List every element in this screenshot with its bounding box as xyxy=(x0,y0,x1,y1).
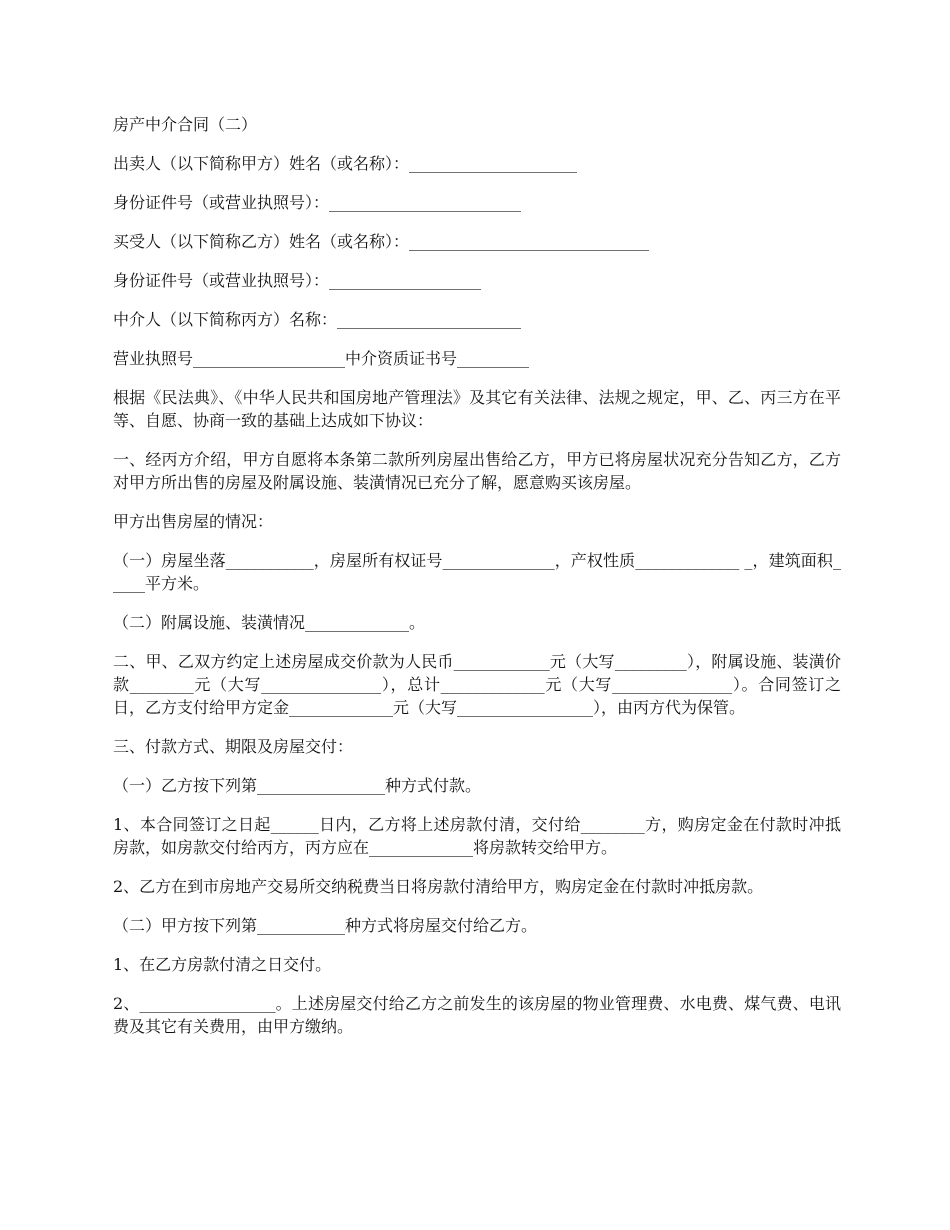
clause-3-heading: 三、付款方式、期限及房屋交付： xyxy=(113,737,354,756)
property-heading: 甲方出售房屋的情况： xyxy=(113,512,274,531)
seller-id-line: 身份证件号（或营业执照号）：________________________ xyxy=(113,193,522,212)
payment-option-1: 1、本合同签订之日起______日内，乙方将上述房款付清，交付给________方，购房定金在付款时冲抵房款，如房款交付给丙方，丙方应在_____________将房款转交给甲方。 xyxy=(113,815,841,857)
payment-option-2: 2、乙方在到市房地产交易所交纳税费当日将房款付清给甲方，购房定金在付款时冲抵房款。 xyxy=(113,877,764,896)
facilities-line: （二）附属设施、装潢情况_____________。 xyxy=(113,613,426,632)
document-title: 房产中介合同（二） xyxy=(113,115,258,134)
delivery-option-2: 2、_________________。上述房屋交付给乙方之前发生的该房屋的物业管理费、水电费、煤气费、电讯费及其它有关费用，由甲方缴纳。 xyxy=(113,994,841,1036)
agent-license-line: 营业执照号___________________中介资质证书号_________ xyxy=(113,349,530,368)
preamble-paragraph: 根据《民法典》、《中华人民共和国房地产管理法》及其它有关法律、法规之规定，甲、乙、丙三方在平等、自愿、协商一致的基础上达成如下协议： xyxy=(113,388,841,430)
property-details: （一）房屋坐落___________，房屋所有权证号______________，产权性质_____________ _，建筑面积_____平方米。 xyxy=(113,551,841,593)
clause-1: 一、经丙方介绍，甲方自愿将本条第二款所列房屋出售给乙方，甲方已将房屋状况充分告知乙方，乙方对甲方所出售的房屋及附属设施、装潢情况已充分了解，愿意购买该房屋。 xyxy=(113,450,841,492)
contract-page xyxy=(113,113,841,1054)
clause-2-price: 二、甲、乙双方约定上述房屋成交价款为人民币____________元（大写_________），附属设施、装潢价款________元（大写_______________），总计_____________元（大写_______________）。合同签订之日，乙方支付给甲方定金_____________元（大写_________________），由丙方代为保管。 xyxy=(113,652,841,717)
buyer-name-line: 买受人（以下简称乙方）姓名（或名称）：______________________________ xyxy=(113,232,650,251)
agent-name-line: 中介人（以下简称丙方）名称：_______________________ xyxy=(113,310,522,329)
delivery-method-line: （二）甲方按下列第___________种方式将房屋交付给乙方。 xyxy=(113,916,538,935)
buyer-id-line: 身份证件号（或营业执照号）：___________________ xyxy=(113,271,482,290)
delivery-option-1: 1、在乙方房款付清之日交付。 xyxy=(113,955,332,974)
seller-name-line: 出卖人（以下简称甲方）姓名（或名称）：_____________________ xyxy=(113,154,578,173)
payment-method-line: （一）乙方按下列第________________种方式付款。 xyxy=(113,776,482,795)
